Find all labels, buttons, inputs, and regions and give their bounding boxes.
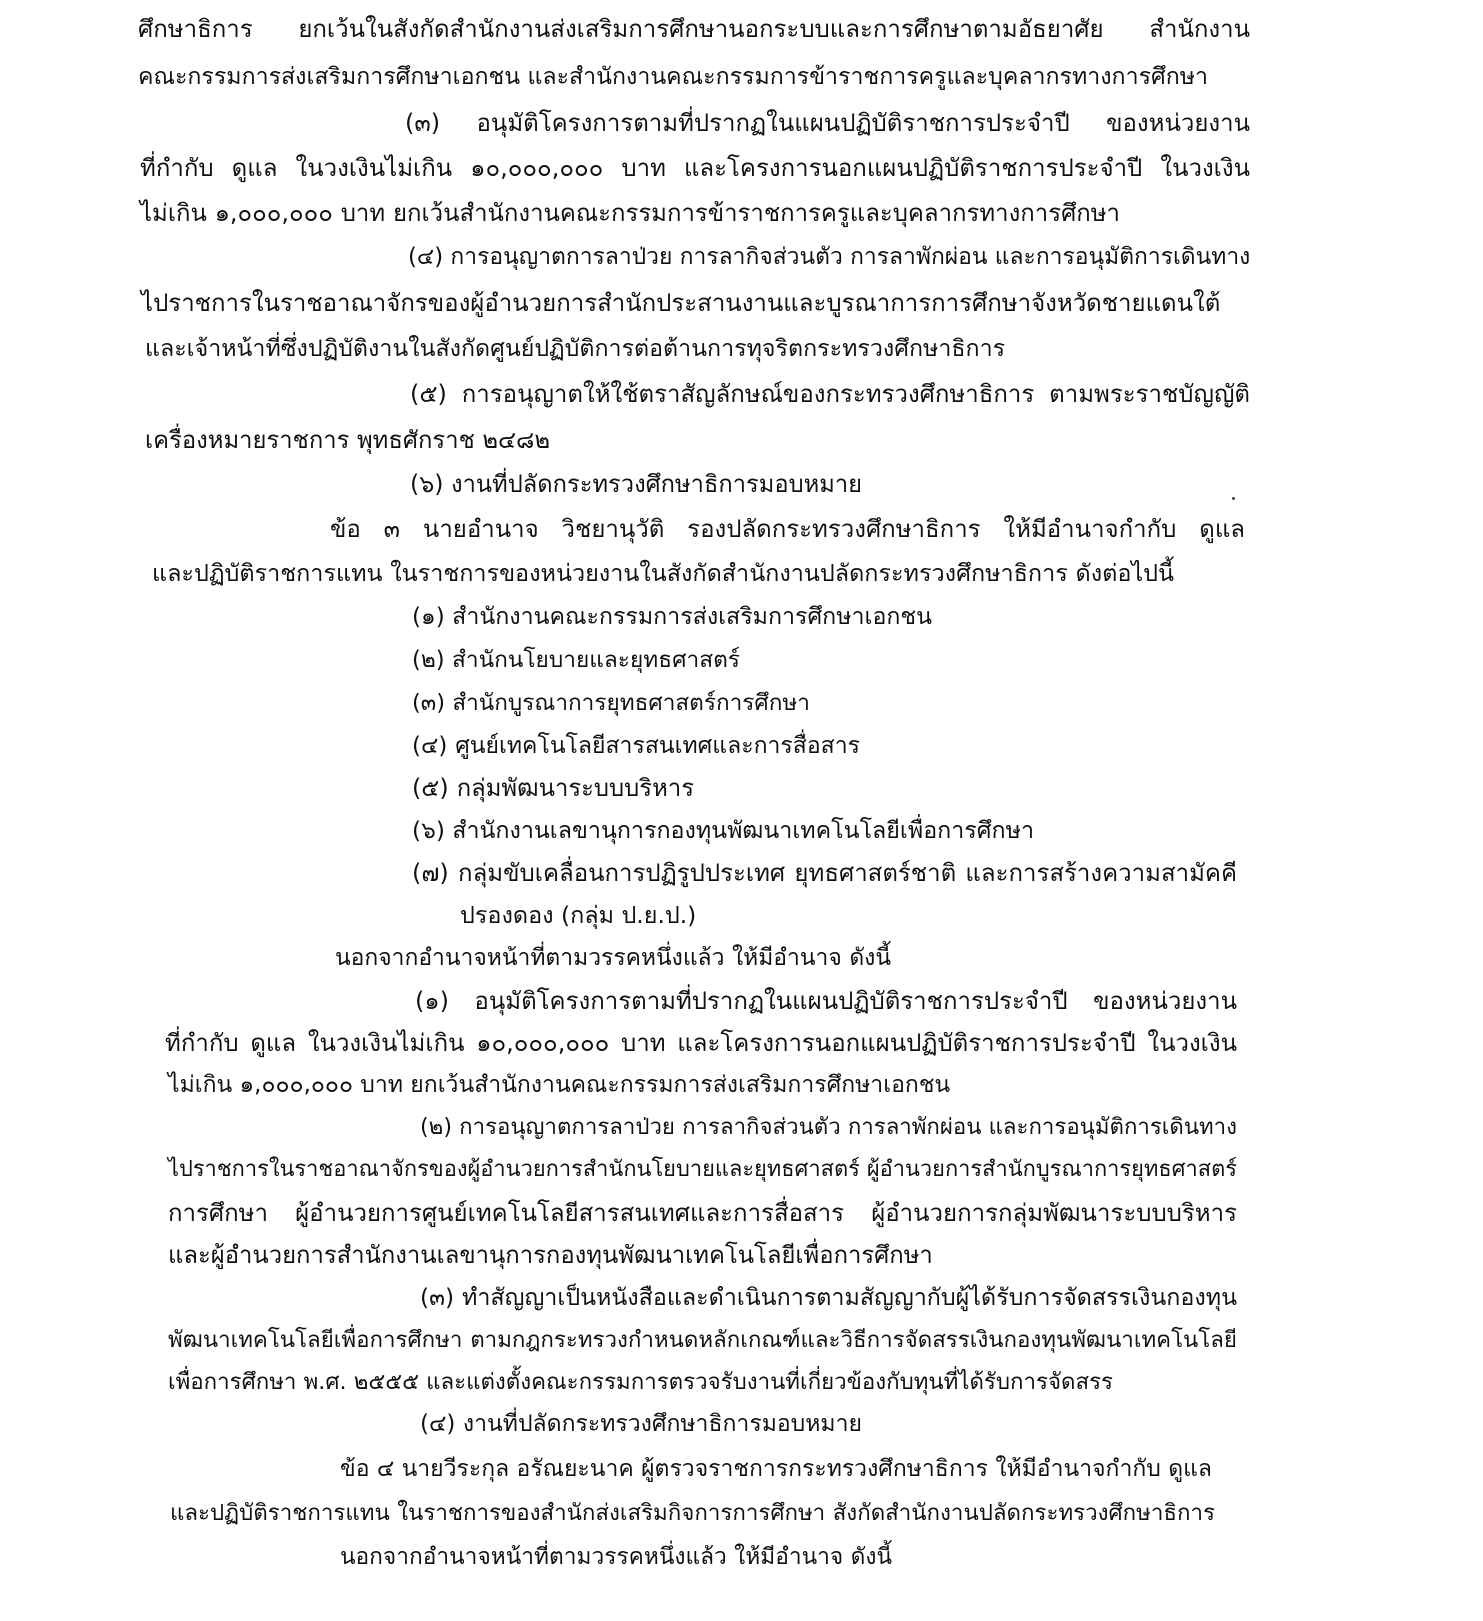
text-line: ไม่เกิน ๑,๐๐๐,๐๐๐ บาท ยกเว้นสำนักงานคณะกรรมการส่งเสริมการศึกษาเอกชน bbox=[168, 1072, 951, 1098]
text-line: (๖) สำนักงานเลขานุการกองทุนพัฒนาเทคโนโลยีเพื่อการศึกษา bbox=[412, 817, 1034, 844]
text-line: ข้อ ๓ นายอำนาจ วิชยานุวัติ รองปลัดกระทรวงศึกษาธิการ ให้มีอำนาจกำกับ ดูแล bbox=[330, 515, 1245, 543]
text-line: (๓) ทำสัญญาเป็นหนังสือและดำเนินการตามสัญญากับผู้ได้รับการจัดสรรเงินกองทุน bbox=[420, 1284, 1237, 1311]
text-line: และผู้อำนวยการสำนักงานเลขานุการกองทุนพัฒนาเทคโนโลยีเพื่อการศึกษา bbox=[168, 1241, 933, 1269]
text-line: และปฏิบัติราชการแทน ในราชการของสำนักส่งเสริมกิจการการศึกษา สังกัดสำนักงานปลัดกระทรวงศึกษาธิการ bbox=[170, 1500, 1215, 1526]
text-line: ไปราชการในราชอาณาจักรของผู้อำนวยการสำนักประสานงานและบูรณาการการศึกษาจังหวัดชายแดนใต้ bbox=[141, 289, 1221, 317]
text-line: และเจ้าหน้าที่ซึ่งปฏิบัติงานในสังกัดศูนย์ปฏิบัติการต่อต้านการทุจริตกระทรวงศึกษาธิการ bbox=[145, 335, 1006, 362]
text-line: (๖) งานที่ปลัดกระทรวงศึกษาธิการมอบหมาย bbox=[410, 470, 863, 498]
text-line: ไปราชการในราชอาณาจักรของผู้อำนวยการสำนักนโยบายและยุทธศาสตร์ ผู้อำนวยการสำนักบูรณาการยุทธศาสตร์ bbox=[168, 1157, 1237, 1182]
text-line: (๑) สำนักงานคณะกรรมการส่งเสริมการศึกษาเอกชน bbox=[412, 603, 933, 630]
text-line: พัฒนาเทคโนโลยีเพื่อการศึกษา ตามกฎกระทรวงกำหนดหลักเกณฑ์และวิธีการจัดสรรเงินกองทุนพัฒนาเทคโนโลยี bbox=[168, 1327, 1237, 1353]
text-line: (๔) การอนุญาตการลาป่วย การลากิจส่วนตัว การลาพักผ่อน และการอนุมัติการเดินทาง bbox=[408, 244, 1251, 270]
text-line: นอกจากอำนาจหน้าที่ตามวรรคหนึ่งแล้ว ให้มีอำนาจ ดังนี้ bbox=[340, 1544, 892, 1570]
text-line: (๗) กลุ่มขับเคลื่อนการปฏิรูปประเทศ ยุทธศาสตร์ชาติ และการสร้างความสามัคคี bbox=[412, 859, 1237, 887]
text-line: (๒) การอนุญาตการลาป่วย การลากิจส่วนตัว การลาพักผ่อน และการอนุมัติการเดินทาง bbox=[420, 1114, 1237, 1140]
text-line: (๒) สำนักนโยบายและยุทธศาสตร์ bbox=[412, 647, 740, 673]
scan-speck bbox=[1232, 497, 1235, 500]
text-line: ไม่เกิน ๑,๐๐๐,๐๐๐ บาท ยกเว้นสำนักงานคณะกรรมการข้าราชการครูและบุคลากรทางการศึกษา bbox=[140, 199, 1120, 227]
text-line: (๑) อนุมัติโครงการตามที่ปรากฏในแผนปฏิบัติราชการประจำปี ของหน่วยงาน bbox=[415, 987, 1237, 1015]
text-line: คณะกรรมการส่งเสริมการศึกษาเอกชน และสำนักงานคณะกรรมการข้าราชการครูและบุคลากรทางการศึกษา bbox=[138, 64, 1208, 90]
text-line: ศึกษาธิการ ยกเว้นในสังกัดสำนักงานส่งเสริมการศึกษานอกระบบและการศึกษาตามอัธยาศัย สำนักงาน bbox=[138, 15, 1250, 43]
text-line: (๓) สำนักบูรณาการยุทธศาสตร์การศึกษา bbox=[412, 690, 810, 716]
text-line: และปฏิบัติราชการแทน ในราชการของหน่วยงานในสังกัดสำนักงานปลัดกระทรวงศึกษาธิการ ดังต่อไปนี้ bbox=[152, 559, 1174, 587]
text-line: เครื่องหมายราชการ พุทธศักราช ๒๔๘๒ bbox=[145, 426, 551, 454]
text-line: เพื่อการศึกษา พ.ศ. ๒๕๕๕ และแต่งตั้งคณะกรรมการตรวจรับงานที่เกี่ยวข้องกับทุนที่ได้รับการจัดสรร bbox=[168, 1369, 1113, 1395]
text-line: (๓) อนุมัติโครงการตามที่ปรากฏในแผนปฏิบัติราชการประจำปี ของหน่วยงาน bbox=[405, 109, 1250, 137]
text-line: นอกจากอำนาจหน้าที่ตามวรรคหนึ่งแล้ว ให้มีอำนาจ ดังนี้ bbox=[335, 945, 891, 971]
text-line: (๔) ศูนย์เทคโนโลยีสารสนเทศและการสื่อสาร bbox=[412, 733, 860, 759]
text-line: การศึกษา ผู้อำนวยการศูนย์เทคโนโลยีสารสนเทศและการสื่อสาร ผู้อำนวยการกลุ่มพัฒนาระบบบริหาร bbox=[168, 1199, 1237, 1227]
text-line: ที่กำกับ ดูแล ในวงเงินไม่เกิน ๑๐,๐๐๐,๐๐๐ บาท และโครงการนอกแผนปฏิบัติราชการประจำปี ในวงเงิน bbox=[165, 1029, 1237, 1057]
text-line: (๔) งานที่ปลัดกระทรวงศึกษาธิการมอบหมาย bbox=[420, 1411, 862, 1437]
text-line: (๕) กลุ่มพัฒนาระบบบริหาร bbox=[412, 774, 694, 802]
text-line: ที่กำกับ ดูแล ในวงเงินไม่เกิน ๑๐,๐๐๐,๐๐๐ บาท และโครงการนอกแผนปฏิบัติราชการประจำปี ในวงเงิน bbox=[140, 154, 1250, 182]
text-line: ปรองดอง (กลุ่ม ป.ย.ป.) bbox=[460, 901, 697, 929]
text-line: (๕) การอนุญาตให้ใช้ตราสัญลักษณ์ของกระทรวงศึกษาธิการ ตามพระราชบัญญัติ bbox=[410, 380, 1250, 408]
text-line: ข้อ ๔ นายวีระกุล อรัณยะนาค ผู้ตรวจราชการกระทรวงศึกษาธิการ ให้มีอำนาจกำกับ ดูแล bbox=[340, 1456, 1212, 1482]
